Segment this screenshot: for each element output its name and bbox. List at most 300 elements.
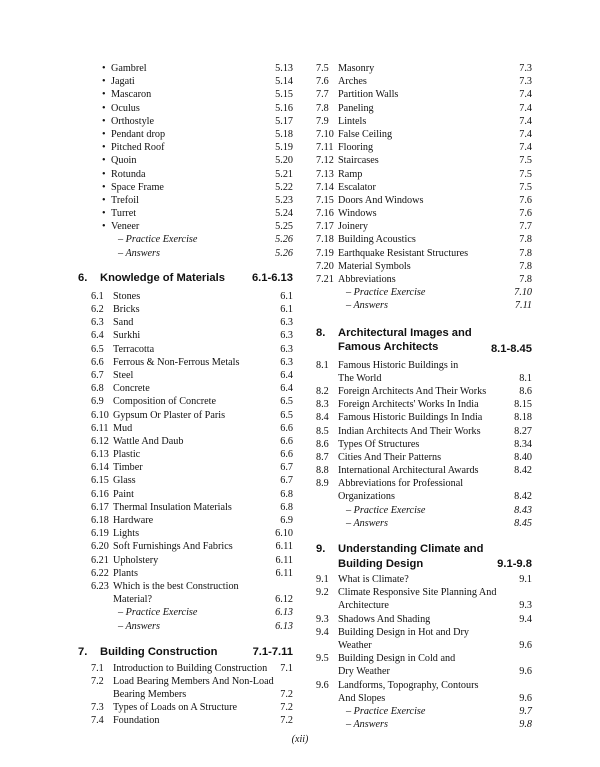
entry-title-cont: Architecture (338, 600, 389, 612)
entry-number: 8.8 (316, 465, 329, 477)
entry-title-cont: Weather (338, 639, 372, 651)
entry-page: 8.6 (519, 385, 532, 397)
toc-entry[interactable] (78, 554, 293, 567)
toc-entry[interactable] (316, 88, 532, 101)
toc-entry[interactable] (316, 273, 532, 286)
entry-number: 8.9 (316, 478, 329, 490)
entry-page: 5.23 (275, 194, 293, 206)
entry-title: Windows (338, 208, 377, 220)
bullet-icon: • (102, 76, 106, 88)
entry-number: 6.1 (91, 290, 104, 302)
entry-number: 6.8 (91, 383, 104, 395)
entry-page: 8.45 (514, 517, 532, 529)
entry-page: 7.8 (519, 274, 532, 285)
entry-title: Sand (113, 317, 134, 329)
entry-page: 7.5 (519, 155, 532, 167)
entry-title: Plants (113, 567, 138, 579)
chapter-pages: 7.1-7.11 (252, 645, 293, 658)
entry-page: 7.4 (519, 115, 532, 127)
entry-page: 7.4 (519, 89, 532, 101)
entry-title: Building Design in Hot and Dry (338, 626, 470, 638)
entry-number: 6.20 (91, 541, 109, 553)
entry-page: 5.21 (275, 168, 293, 180)
toc-entry[interactable] (78, 448, 293, 461)
toc-entry[interactable] (78, 540, 293, 553)
toc-entry[interactable] (316, 62, 532, 75)
bullet-entry[interactable] (78, 62, 293, 75)
entry-number: 6.10 (91, 409, 109, 421)
chapter-number: 8. (316, 326, 326, 339)
entry-title: Famous Historic Buildings In India (338, 412, 483, 424)
entry-number: 8.5 (316, 425, 329, 437)
bullet-icon: • (102, 221, 106, 233)
entry-title: Material Symbols (338, 260, 411, 272)
chapter-pages: 6.1-6.13 (251, 271, 293, 284)
entry-number: 8.7 (316, 451, 329, 463)
bullet-icon: • (102, 181, 106, 193)
bullet-entry[interactable] (78, 220, 293, 233)
toc-left-column (78, 62, 293, 728)
entry-page: 6.11 (275, 567, 293, 579)
entry-number: 7.2 (91, 675, 104, 687)
entry-number: 6.17 (91, 501, 109, 513)
entry-page: 8.34 (514, 438, 532, 450)
bullet-icon: • (102, 89, 106, 101)
entry-title: Veneer (111, 221, 140, 233)
entry-title: Gypsum Or Plaster of Paris (113, 409, 226, 421)
entry-title-cont: And Slopes (338, 692, 386, 704)
entry-page: 9.7 (519, 705, 532, 717)
toc-entry[interactable] (316, 128, 532, 141)
page-number-footer: (xii) (291, 734, 309, 745)
entry-title: Pendant drop (111, 128, 166, 140)
entry-number: 7.18 (316, 234, 334, 246)
chapter7-heading[interactable] (78, 645, 293, 660)
entry-page: 8.1 (519, 372, 532, 384)
entry-title: Oculus (111, 102, 140, 114)
toc-extra-entry[interactable] (316, 286, 532, 299)
entry-title: Concrete (113, 383, 150, 395)
toc-entry-8-9[interactable] (316, 477, 532, 503)
entry-title: Foreign Architects' Works In India (338, 399, 479, 411)
entry-number: 7.19 (316, 247, 334, 259)
entry-title: – Practice Exercise (346, 287, 426, 299)
entry-title: Types Of Structures (338, 438, 420, 450)
entry-page: 7.8 (519, 247, 532, 259)
entry-title: International Architectural Awards (338, 465, 479, 477)
entry-page: 7.5 (519, 168, 532, 180)
entry-page: 9.6 (519, 666, 532, 678)
entry-title: Timber (113, 462, 143, 474)
entry-page: 8.15 (514, 399, 532, 411)
entry-number: 6.3 (91, 317, 104, 329)
entry-title: Hardware (113, 515, 154, 526)
toc-entry[interactable] (316, 438, 532, 451)
chapter-pages: 8.1-8.45 (490, 342, 532, 355)
entry-page: 7.4 (519, 102, 532, 114)
entry-title: Pitched Roof (111, 142, 165, 154)
chapter-number: 9. (316, 543, 326, 555)
entry-page: 5.24 (275, 208, 293, 220)
entry-title: Stones (113, 290, 141, 302)
entry-number: 7.6 (316, 76, 329, 88)
chapter6-items (78, 290, 293, 580)
entry-title: Plastic (113, 449, 141, 461)
entry-title: Paneling (338, 102, 374, 114)
entry-number: 7.16 (316, 208, 334, 220)
entry-title: Escalator (338, 181, 376, 193)
entry-page: 9.4 (519, 613, 532, 625)
toc-entry[interactable] (316, 398, 532, 411)
entry-page: 7.11 (514, 300, 532, 312)
entry-title: Glass (113, 475, 136, 487)
toc-extra-entry[interactable] (316, 504, 532, 517)
entry-number: 6.19 (91, 528, 109, 540)
entry-page: 6.11 (275, 541, 293, 553)
toc-entry-9-4[interactable] (316, 626, 532, 652)
entry-page: 5.17 (275, 115, 293, 127)
toc-entry[interactable] (78, 382, 293, 395)
toc-entry[interactable] (78, 343, 293, 356)
toc-entry[interactable] (78, 527, 293, 540)
entry-title: Steel (113, 369, 134, 381)
entry-title: Load Bearing Members And Non-Load (113, 675, 274, 687)
entry-title-cont: Bearing Members (113, 689, 187, 701)
entry-page: 8.18 (514, 412, 532, 424)
toc-entry[interactable] (78, 369, 293, 382)
entry-page: 9.8 (519, 719, 532, 731)
toc-extra-entry[interactable] (78, 247, 293, 260)
entry-title: Rotunda (111, 168, 146, 180)
entry-page: 8.42 (514, 465, 532, 477)
bullet-entry[interactable] (78, 141, 293, 154)
entry-number: 7.11 (316, 142, 334, 154)
entry-title-cont: Material? (113, 594, 153, 606)
entry-page: 6.1 (280, 304, 293, 315)
toc-entry[interactable] (78, 501, 293, 514)
entry-number: 6.14 (91, 462, 109, 474)
bullet-entry[interactable] (78, 181, 293, 194)
entry-page: 7.7 (519, 221, 532, 233)
toc-entry-9-6[interactable] (316, 679, 532, 705)
entry-page: 6.3 (280, 317, 293, 329)
toc-entry[interactable] (316, 207, 532, 220)
entry-title: Cities And Their Patterns (338, 451, 442, 463)
entry-title: – Answers (118, 247, 160, 259)
bullet-entry[interactable] (78, 88, 293, 101)
entry-page: 5.16 (275, 102, 293, 114)
entry-number: 7.4 (91, 715, 104, 727)
entry-title: Types of Loads on A Structure (113, 702, 238, 714)
entry-title: Shadows And Shading (338, 613, 431, 625)
entry-title: Upholstery (113, 554, 159, 566)
toc-entry[interactable] (316, 220, 532, 233)
toc-entry[interactable] (78, 409, 293, 422)
entry-number: 7.5 (316, 63, 329, 74)
toc-entry-9-5[interactable] (316, 652, 532, 678)
entry-title: Mascaron (111, 89, 152, 101)
entry-page: 6.6 (280, 435, 293, 447)
entry-number: 6.12 (91, 435, 109, 447)
toc-entry[interactable] (316, 75, 532, 88)
toc-entry[interactable] (316, 194, 532, 207)
entry-page: 6.8 (280, 488, 293, 500)
toc-entry-7-4[interactable] (78, 714, 293, 727)
entry-title: Arches (338, 76, 367, 88)
entry-title-cont: Organizations (338, 491, 395, 503)
entry-title: Landforms, Topography, Contours (338, 679, 479, 691)
bullet-icon: • (102, 142, 106, 154)
toc-entry[interactable] (316, 411, 532, 424)
chapter-title-cont: Famous Architects (338, 340, 439, 353)
toc-entry[interactable] (78, 461, 293, 474)
toc-entry[interactable] (316, 181, 532, 194)
chapter8-items (316, 385, 532, 477)
entry-page: 7.4 (519, 142, 532, 154)
entry-title: Turret (111, 208, 137, 220)
entry-title: Space Frame (111, 181, 164, 193)
toc-entry[interactable] (316, 154, 532, 167)
entry-title: Paint (113, 488, 134, 500)
entry-title: – Practice Exercise (118, 234, 198, 246)
entry-title-cont: Dry Weather (338, 666, 390, 678)
entry-page: 8.27 (514, 425, 532, 437)
toc-entry[interactable] (78, 303, 293, 316)
toc-entry-8-1[interactable] (316, 359, 532, 385)
toc-extra-entry[interactable] (316, 517, 532, 530)
toc-entry[interactable] (78, 567, 293, 580)
chapter-title: Understanding Climate and (338, 543, 484, 555)
bullet-entry[interactable] (78, 194, 293, 207)
entry-number: 7.9 (316, 115, 329, 127)
bullet-entry[interactable] (78, 115, 293, 128)
entry-title: Soft Furnishings And Fabrics (113, 541, 233, 553)
entry-number: 8.1 (316, 359, 329, 371)
entry-title: False Ceiling (338, 128, 393, 140)
toc-extra-entry[interactable] (316, 718, 532, 731)
toc-entry[interactable] (78, 290, 293, 303)
entry-title: Abbreviations (338, 274, 396, 285)
entry-number: 8.6 (316, 438, 329, 450)
chapter-title-cont: Building Design (338, 558, 424, 570)
toc-entry[interactable] (316, 464, 532, 477)
entry-page: 7.2 (280, 689, 293, 701)
chapter-number: 6. (78, 271, 88, 284)
entry-title: – Answers (346, 517, 388, 529)
toc-entry-7-3[interactable] (78, 701, 293, 714)
chapter5-bullet-list (78, 62, 293, 233)
toc-entry[interactable] (316, 385, 532, 398)
toc-entry[interactable] (316, 233, 532, 246)
entry-title: – Practice Exercise (118, 607, 198, 619)
toc-entry[interactable] (316, 260, 532, 273)
entry-number: 9.6 (316, 679, 329, 691)
entry-page: 6.3 (280, 343, 293, 355)
bullet-icon: • (102, 63, 106, 74)
entry-page: 6.9 (280, 515, 293, 526)
entry-page: 5.15 (275, 89, 293, 101)
entry-page: 6.8 (280, 501, 293, 513)
entry-title: Flooring (338, 142, 374, 154)
toc-entry[interactable] (316, 247, 532, 260)
entry-title: Surkhi (113, 330, 141, 342)
entry-title: Thermal Insulation Materials (113, 501, 232, 513)
toc-entry[interactable] (78, 474, 293, 487)
entry-page: 6.11 (275, 554, 293, 566)
toc-entry-6-23[interactable] (78, 580, 293, 606)
entry-page: 6.7 (280, 462, 293, 474)
toc-entry[interactable] (316, 115, 532, 128)
entry-title: – Practice Exercise (346, 504, 426, 516)
toc-entry[interactable] (316, 451, 532, 464)
bullet-entry[interactable] (78, 207, 293, 220)
entry-title: Bricks (113, 304, 140, 315)
toc-extra-entry[interactable] (78, 620, 293, 633)
entry-number: 7.1 (91, 662, 104, 674)
chapter7-items-cont (316, 62, 532, 286)
toc-entry[interactable] (316, 102, 532, 115)
toc-entry[interactable] (78, 435, 293, 448)
toc-entry-7-1[interactable] (78, 662, 293, 675)
entry-number: 6.5 (91, 343, 104, 355)
chapter-title: Knowledge of Materials (100, 271, 225, 284)
entry-number: 9.2 (316, 587, 329, 599)
entry-page: 5.22 (275, 181, 293, 193)
entry-title: Famous Historic Buildings in (338, 359, 459, 371)
entry-number: 6.6 (91, 356, 104, 368)
toc-extra-entry[interactable] (78, 606, 293, 619)
toc-entry[interactable] (78, 316, 293, 329)
bullet-icon: • (102, 115, 106, 127)
toc-entry[interactable] (316, 141, 532, 154)
bullet-entry[interactable] (78, 168, 293, 181)
entry-page: 5.26 (275, 247, 293, 259)
entry-page: 9.6 (519, 692, 532, 704)
entry-page: 9.6 (519, 639, 532, 651)
entry-page: 8.40 (514, 451, 532, 463)
entry-title: Jagati (111, 76, 135, 88)
entry-title: Doors And Windows (338, 194, 424, 206)
entry-number: 9.1 (316, 574, 329, 585)
entry-title: Introduction to Building Construction (113, 662, 268, 674)
chapter8-heading[interactable] (316, 326, 532, 356)
bullet-entry[interactable] (78, 154, 293, 167)
entry-number: 7.3 (91, 702, 104, 714)
toc-entry-7-2[interactable] (78, 675, 293, 701)
toc-entry-9-2[interactable] (316, 586, 532, 612)
entry-number: 9.3 (316, 613, 329, 625)
entry-number: 6.23 (91, 580, 109, 592)
toc-extra-entry[interactable] (316, 299, 532, 312)
entry-title: Gambrel (111, 63, 147, 74)
toc-entry[interactable] (78, 514, 293, 527)
toc-entry[interactable] (78, 422, 293, 435)
entry-page: 6.7 (280, 475, 293, 487)
toc-entry-9-1[interactable] (316, 573, 532, 586)
entry-page: 6.4 (280, 383, 293, 395)
entry-title: Wattle And Daub (113, 435, 184, 447)
toc-entry[interactable] (78, 488, 293, 501)
toc-right-column (316, 62, 532, 731)
entry-number: 7.8 (316, 102, 329, 114)
entry-page: 6.1 (280, 290, 293, 302)
entry-title: Building Design in Cold and (338, 653, 456, 665)
bullet-icon: • (102, 168, 106, 180)
toc-extra-entry[interactable] (316, 705, 532, 718)
chapter5-extras (78, 233, 293, 259)
entry-title: Ferrous & Non-Ferrous Metals (113, 356, 240, 368)
entry-page: 7.3 (519, 76, 532, 88)
entry-title: Orthostyle (111, 115, 155, 127)
entry-page: 5.20 (275, 155, 293, 167)
entry-page: 5.14 (275, 76, 293, 88)
entry-page: 7.5 (519, 181, 532, 193)
entry-number: 8.2 (316, 385, 329, 397)
bullet-icon: • (102, 155, 106, 167)
entry-title: Foreign Architects And Their Works (338, 385, 487, 397)
entry-number: 6.2 (91, 304, 104, 315)
entry-title: – Practice Exercise (346, 705, 426, 717)
bullet-icon: • (102, 208, 106, 220)
entry-page: 6.13 (275, 607, 293, 619)
toc-entry[interactable] (78, 329, 293, 342)
entry-title: Trefoil (111, 194, 139, 206)
chapter-title: Building Construction (100, 645, 218, 658)
entry-number: 7.7 (316, 89, 329, 101)
entry-number: 6.15 (91, 475, 109, 487)
entry-page: 6.6 (280, 449, 293, 461)
bullet-entry[interactable] (78, 102, 293, 115)
toc-entry[interactable] (78, 395, 293, 408)
entry-number: 6.21 (91, 554, 109, 566)
entry-page: 7.8 (519, 234, 532, 246)
toc-entry[interactable] (316, 168, 532, 181)
entry-page: 6.10 (275, 528, 293, 540)
entry-number: 7.21 (316, 274, 334, 285)
entry-title: Lintels (338, 115, 367, 127)
chapter6-heading[interactable] (78, 271, 293, 286)
entry-number: 6.11 (91, 422, 109, 434)
chapter9-heading[interactable] (316, 542, 532, 572)
entry-title: Abbreviations for Professional (338, 478, 464, 490)
entry-number: 7.20 (316, 260, 334, 272)
entry-page: 6.13 (275, 620, 293, 632)
entry-page: 6.3 (280, 356, 293, 368)
entry-title: Partition Walls (338, 89, 399, 101)
entry-page: 7.2 (280, 702, 293, 714)
entry-page: 8.43 (514, 504, 532, 516)
entry-title: Quoin (111, 155, 137, 167)
entry-page: 6.3 (280, 330, 293, 342)
bullet-icon: • (102, 128, 106, 140)
entry-page: 8.42 (514, 491, 532, 503)
toc-entry[interactable] (316, 425, 532, 438)
entry-page: 5.19 (275, 142, 293, 154)
toc-entry-9-3[interactable] (316, 613, 532, 626)
entry-page: 6.12 (275, 594, 293, 606)
entry-page: 7.6 (519, 194, 532, 206)
entry-number: 7.14 (316, 181, 334, 193)
chapter7-extras (316, 286, 532, 312)
entry-number: 6.9 (91, 396, 104, 408)
bullet-entry[interactable] (78, 75, 293, 88)
chapter-pages: 9.1-9.8 (497, 558, 532, 570)
toc-extra-entry[interactable] (78, 233, 293, 246)
bullet-entry[interactable] (78, 128, 293, 141)
entry-title: Masonry (338, 63, 375, 74)
entry-page: 7.3 (519, 63, 532, 74)
toc-entry[interactable] (78, 356, 293, 369)
